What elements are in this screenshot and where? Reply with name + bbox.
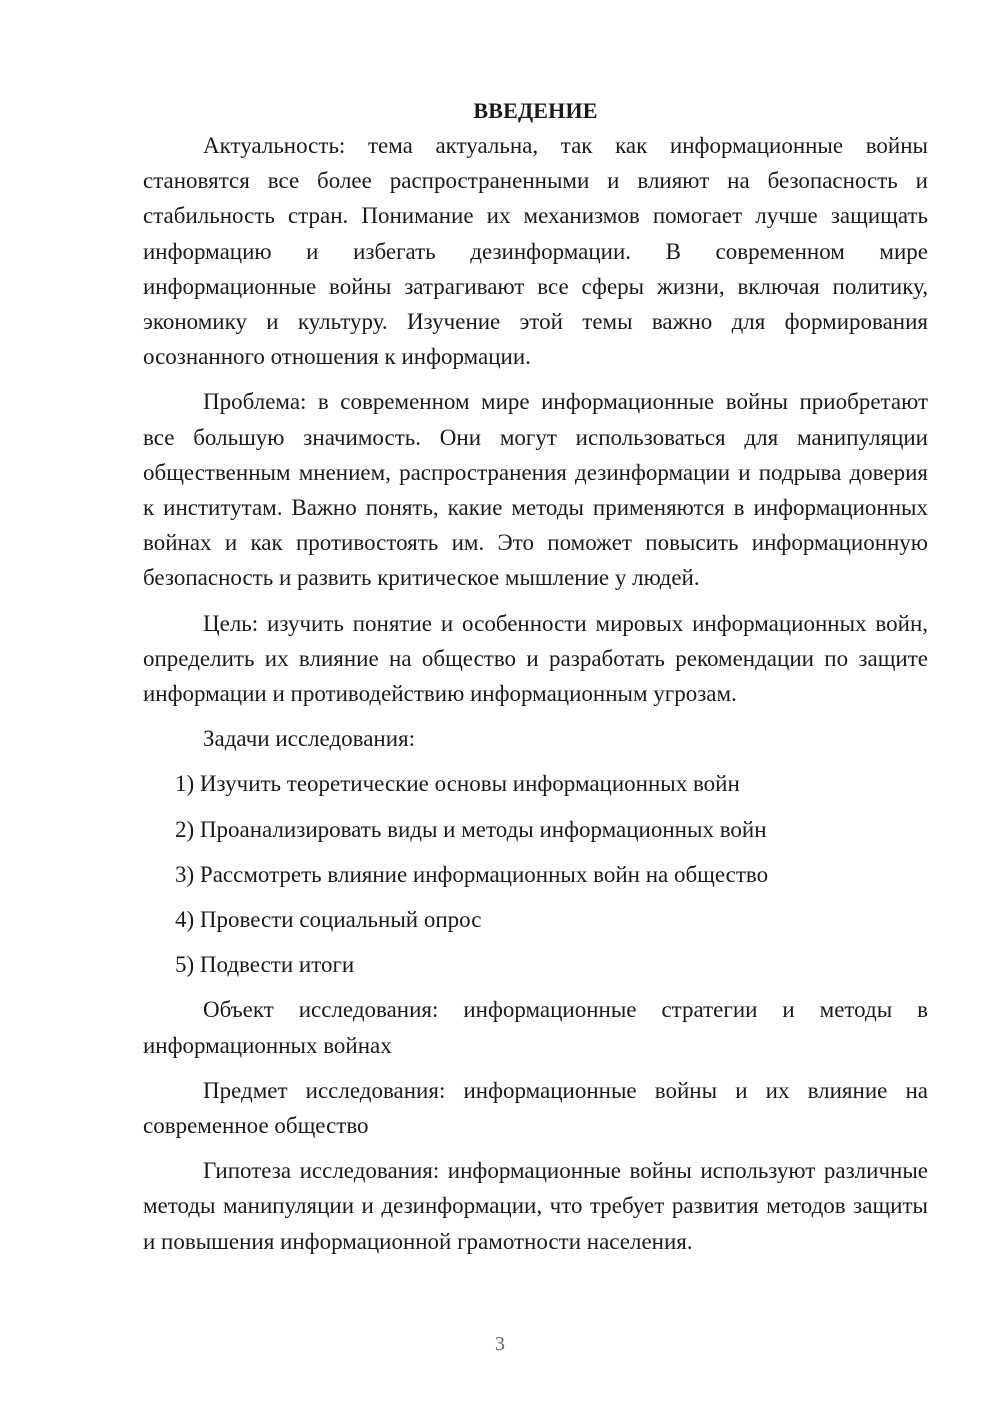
tasks-list	[143, 766, 928, 982]
relevance-paragraph: Актуальность: тема актуальна, так как информационные войны становятся все более распространенными и влияют на безопасность и стабильность стран. Понимание их механизмов помогает лучше защищать информацию и избегать дезинформации. В современном мире информационные войны затрагивают все сферы жизни, включая политику, экономику и культуру. Изучение этой темы важно для формирования осознанного отношения к информации.	[143, 133, 928, 370]
list-item: 3) Рассмотреть влияние информационных войн на общество	[175, 861, 769, 887]
list-item: 5) Подвести итоги	[175, 952, 355, 978]
page-body	[143, 94, 928, 1269]
list-item: 2) Проанализировать виды и методы информационных войн	[175, 816, 767, 842]
goal-paragraph: Цель: изучить понятие и особенности мировых информационных войн, определить их влияние на общество и разработать рекомендации по защите информации и противодействию информационным угрозам.	[143, 610, 928, 707]
tasks-title: Задачи исследования:	[203, 726, 416, 752]
list-item: 1) Изучить теоретические основы информационных войн	[175, 771, 740, 797]
section-heading: ВВЕДЕНИЕ	[473, 98, 598, 123]
hypothesis-paragraph: Гипотеза исследования: информационные войны используют различные методы манипуляции и дезинформации, что требует развития методов защиты и повышения информационной грамотности населения.	[143, 1158, 928, 1254]
list-item: 4) Провести социальный опрос	[175, 907, 482, 933]
object-paragraph: Объект исследования: информационные стратегии и методы в информационных войнах	[143, 997, 928, 1058]
page-number: 3	[495, 1333, 505, 1355]
problem-paragraph: Проблема: в современном мире информационные войны приобретают все большую значимость. Они могут использоваться для манипуляции общественным мнением, распространения дезинформации и подрыва доверия к институтам. Важно понять, какие методы применяются в информационных войнах и как противостоять им. Это поможет повысить информационную безопасность и развить критическое мышление у людей.	[143, 389, 928, 591]
subject-paragraph: Предмет исследования: информационные войны и их влияние на современное общество	[143, 1077, 928, 1139]
